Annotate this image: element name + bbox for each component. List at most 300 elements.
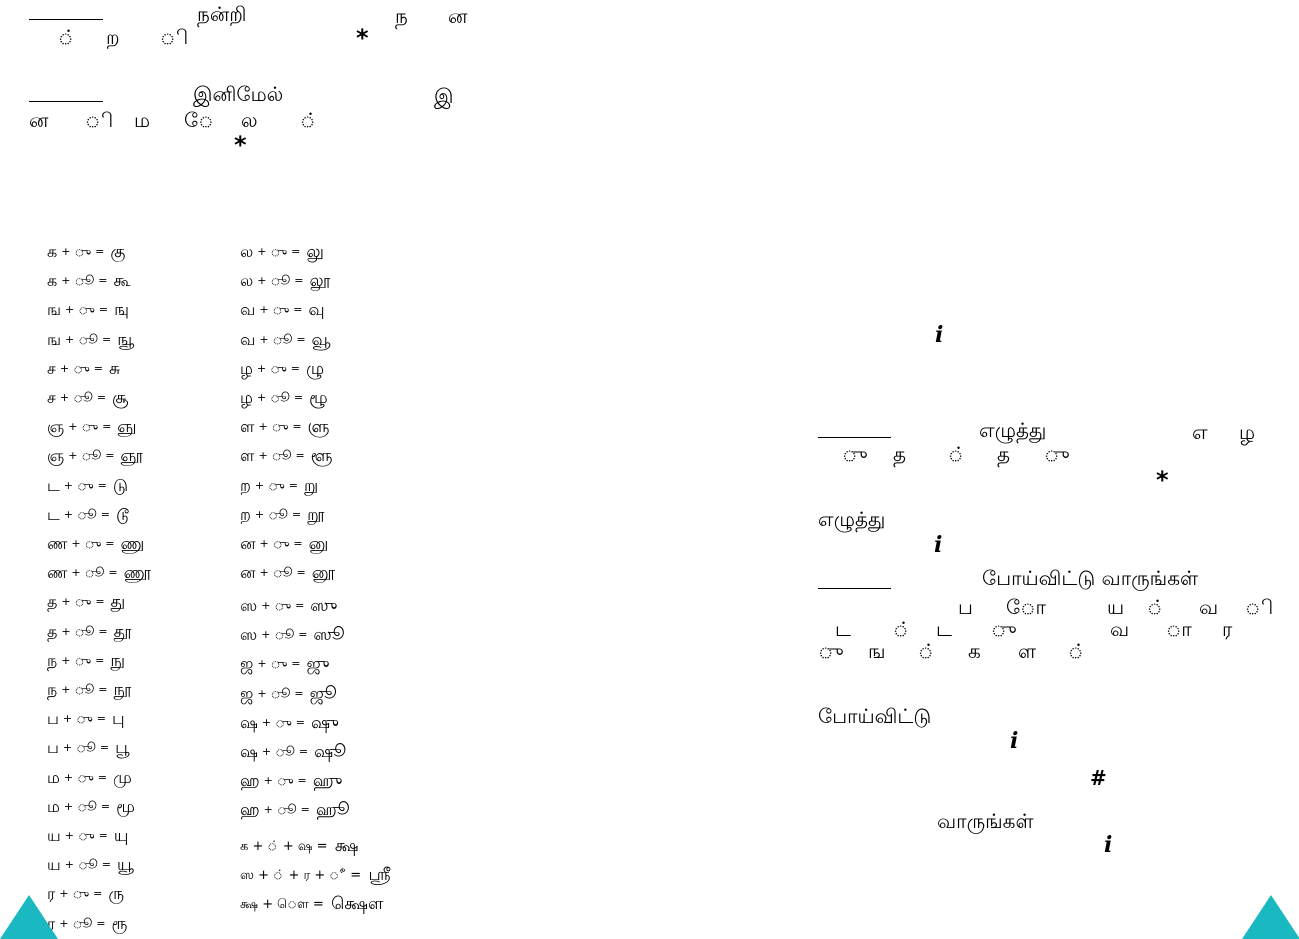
vowel-sign: ◌ூ	[74, 624, 95, 640]
equals-sign: =	[291, 657, 301, 671]
table-row	[47, 647, 151, 676]
blank-underline	[29, 19, 103, 20]
example-word: இனிமேல்	[193, 82, 284, 106]
table-row	[240, 559, 335, 588]
combined-letter: லூ	[309, 271, 331, 292]
base-letter: ஞ	[47, 446, 65, 466]
table-row	[47, 442, 151, 471]
glyph: ்	[1068, 639, 1086, 663]
vowel-sign: ◌ு	[74, 245, 92, 260]
equals-sign: =	[98, 624, 108, 638]
combined-letter: நூ	[113, 680, 132, 701]
glyph: ப	[958, 595, 973, 619]
combined-letter: கூ	[113, 271, 131, 292]
vowel-sign: ◌ூ	[276, 803, 297, 819]
glyph: ு	[1044, 442, 1070, 466]
combined-letter: ஸூ	[313, 625, 345, 646]
equals-sign: =	[96, 916, 106, 930]
table-row	[47, 267, 151, 296]
equals-sign: =	[108, 566, 118, 580]
star-symbol: *	[234, 131, 247, 159]
equals-sign: =	[295, 449, 305, 463]
plus-sign: +	[61, 624, 71, 638]
base-letter: ங	[47, 300, 62, 320]
glyph: ர	[1222, 617, 1233, 641]
glyph: வ	[1110, 617, 1130, 641]
vowel-sign: ◌ூ	[84, 566, 105, 582]
table-row	[240, 709, 350, 738]
combined-letter: ஸு	[310, 596, 338, 616]
equals-sign: =	[295, 599, 305, 612]
table-row	[47, 296, 151, 325]
combined-letter: சு	[108, 358, 121, 379]
equals-sign: =	[292, 420, 302, 434]
vowel-sign: ◌ூ	[77, 858, 98, 874]
equals-sign: =	[102, 420, 112, 434]
base-letter: ச	[47, 358, 56, 378]
glyph: த	[997, 442, 1011, 466]
table-row	[240, 650, 350, 679]
plus-sign: +	[256, 391, 267, 405]
example-word: எழுத்து	[979, 418, 1047, 442]
combined-letter: ளு	[307, 417, 330, 438]
base-letter: ஸ	[240, 625, 258, 645]
equals-sign: =	[97, 478, 107, 492]
combined-letter: னு	[308, 534, 329, 555]
vowel-sign: ◌ு	[271, 420, 289, 436]
vowel-sign: ◌ு	[77, 770, 94, 786]
blank-underline	[818, 588, 891, 589]
combined-letter: ஞூ	[120, 446, 143, 467]
vowel-sign: ◌ு	[77, 829, 95, 845]
hash-symbol: #	[1090, 766, 1107, 790]
example-word: போய்விட்டு வாருங்கள்	[982, 566, 1199, 590]
vowel-sign: ◌ு	[81, 420, 99, 436]
equals-sign: =	[96, 712, 107, 726]
glyph: ு	[818, 639, 844, 663]
glyph: ்	[58, 25, 76, 49]
table-row	[47, 734, 151, 763]
equals-sign: =	[102, 332, 112, 346]
table-row	[240, 472, 335, 501]
plus-sign: +	[63, 507, 73, 521]
word-label: போய்விட்டு	[818, 704, 932, 728]
combined-letter: மு	[112, 767, 132, 788]
base-letter: ட	[47, 475, 60, 495]
combined-letter: பு	[112, 709, 125, 730]
vowel-sign: ◌ூ	[270, 274, 291, 290]
glyph: ு	[842, 442, 868, 466]
table-row	[240, 501, 335, 530]
vowel-sign: ◌ு	[76, 478, 94, 494]
base-letter: ஹ	[240, 800, 260, 820]
plus-sign: +	[263, 774, 273, 788]
plus-sign: +	[63, 799, 74, 813]
plus-sign: +	[61, 274, 71, 288]
table-row	[47, 793, 151, 822]
vowel-sign: ◌ு	[74, 653, 92, 669]
vowel-sign: ◌ூ	[271, 449, 292, 465]
plus-sign: +	[71, 566, 81, 580]
combined-letter: ஞு	[117, 417, 137, 438]
base-letter: ந	[47, 680, 58, 700]
plus-sign: +	[258, 420, 268, 434]
vowel-sign: ◌ூ	[268, 507, 288, 523]
table-row	[47, 472, 151, 501]
equals-sign: =	[98, 829, 108, 843]
vowel-sign: ◌ூ	[275, 745, 295, 761]
table-row	[47, 238, 151, 267]
vowel-sign: ◌ு	[76, 712, 93, 728]
table-row	[47, 413, 151, 442]
combined-letter: ழூ	[309, 388, 328, 409]
base-letter: த	[47, 621, 58, 641]
glyph: க	[968, 639, 981, 663]
plus-sign: +	[256, 361, 267, 375]
combined-letter: ஷு	[311, 712, 339, 733]
plus-sign: +	[261, 715, 272, 729]
vowel-sign: ◌ு	[275, 715, 292, 731]
equals-sign: =	[105, 537, 115, 551]
plus-sign: +	[63, 770, 74, 784]
combined-letter: மூ	[116, 796, 135, 817]
combined-letter: தூ	[113, 621, 132, 642]
base-letter: ள	[240, 446, 255, 466]
plus-sign: +	[259, 566, 269, 580]
combined-letter: றூ	[307, 504, 325, 525]
plus-sign: +	[71, 537, 81, 551]
combined-letter: டூ	[115, 504, 129, 525]
plus-sign: +	[263, 803, 273, 817]
equals-sign: =	[105, 449, 115, 463]
glyph: ள	[1018, 639, 1037, 663]
table-row	[47, 530, 151, 559]
glyph: த	[893, 442, 907, 466]
glyph: ்	[300, 108, 318, 132]
base-letter: க	[47, 242, 58, 261]
equals-sign: =	[98, 274, 108, 288]
combined-letter: ஜு	[306, 654, 330, 675]
plus-sign: +	[65, 332, 75, 346]
glyph: ன	[448, 4, 468, 28]
base-letter: ழ	[240, 388, 253, 408]
equals-sign: =	[98, 683, 108, 697]
word-label: வாருங்கள்	[937, 809, 1034, 833]
table-row	[47, 501, 151, 530]
plus-sign: +	[258, 449, 268, 463]
combined-letter: யூ	[116, 855, 134, 876]
combined-letter: ஸ்ரீ	[363, 865, 391, 886]
equals-sign: =	[300, 803, 310, 817]
table-row	[240, 592, 350, 621]
plus-sign: +	[63, 478, 73, 492]
equals-sign: =	[293, 391, 304, 405]
star-symbol: *	[356, 24, 369, 52]
vowel-sign: ◌ூ	[74, 274, 95, 290]
base-letter: ம	[47, 767, 60, 787]
table-row	[240, 738, 350, 767]
equals-sign: =	[297, 774, 307, 788]
combined-letter: ணூ	[123, 563, 151, 584]
combined-letter: று	[304, 475, 319, 496]
vowel-sign: ◌ு	[270, 657, 288, 673]
plus-sign: +	[254, 478, 265, 492]
glyph: எ	[1192, 420, 1208, 444]
plus-sign: +	[259, 537, 269, 551]
base-letter: ஷ	[240, 742, 258, 762]
vowel-sign: ◌ூ	[270, 686, 291, 702]
table-row	[47, 851, 151, 880]
base-letter: ர	[47, 884, 56, 904]
star-symbol: *	[1156, 466, 1169, 494]
table-row	[240, 796, 350, 825]
info-icon: i	[1104, 832, 1113, 858]
ligature-table	[240, 832, 391, 920]
vowel-sign: ◌ு	[78, 303, 95, 319]
base-letter: ம	[47, 796, 60, 816]
combined-letter: து	[110, 592, 126, 613]
combined-letter: யு	[113, 826, 129, 847]
table-row	[240, 413, 335, 442]
table-row	[47, 384, 151, 413]
vowel-sign: ◌ு	[274, 599, 292, 614]
table-row	[47, 559, 151, 588]
ligature-expression: க + ் + ஷ =	[240, 839, 328, 854]
plus-sign: +	[257, 274, 267, 288]
combined-letter: னூ	[311, 563, 336, 584]
equals-sign: =	[294, 274, 304, 288]
vowel-sign: ◌ு	[72, 887, 90, 903]
base-letter: ஞ	[47, 417, 65, 437]
glyph: ட	[936, 617, 952, 641]
plus-sign: +	[65, 303, 75, 317]
combined-letter: ஹூ	[315, 800, 350, 821]
vowel-sign: ◌ு	[268, 478, 285, 494]
page-turn-triangle-left[interactable]	[0, 895, 58, 939]
blank-underline	[818, 437, 891, 438]
equals-sign: =	[298, 745, 309, 759]
vowel-sign: ◌ூ	[73, 391, 93, 407]
equals-sign: =	[298, 628, 308, 642]
table-row	[240, 890, 391, 919]
base-letter: ன	[240, 563, 256, 583]
page-turn-triangle-right[interactable]	[1242, 895, 1299, 939]
info-icon: i	[934, 532, 943, 558]
word-label: எழுத்து	[818, 507, 886, 531]
base-letter: ந	[47, 650, 58, 670]
base-letter: ல	[240, 242, 254, 261]
base-letter: ப	[47, 738, 59, 758]
glyph: ி	[85, 108, 114, 132]
table-row	[47, 764, 151, 793]
equals-sign: =	[296, 332, 306, 346]
table-row	[240, 861, 391, 890]
vowel-sign-table-column-1	[47, 238, 151, 939]
table-row	[240, 832, 391, 861]
table-row	[47, 822, 151, 851]
plus-sign: +	[61, 245, 71, 258]
base-letter: த	[47, 592, 58, 612]
base-letter: ங	[47, 329, 62, 349]
combined-letter: ரு	[108, 884, 125, 905]
plus-sign: +	[261, 745, 272, 759]
glyph: வ	[1199, 595, 1219, 619]
glyph: ய	[1107, 595, 1125, 619]
table-row	[240, 267, 335, 296]
base-letter: ழ	[240, 358, 253, 378]
plus-sign: +	[59, 916, 69, 930]
equals-sign: =	[290, 361, 300, 375]
equals-sign: =	[96, 391, 107, 405]
equals-sign: =	[95, 653, 105, 667]
base-letter: ய	[47, 855, 61, 875]
plus-sign: +	[64, 858, 74, 872]
glyph: ங	[868, 639, 886, 663]
plus-sign: +	[62, 712, 73, 726]
equals-sign: =	[97, 770, 107, 784]
blank-underline	[29, 101, 103, 102]
equals-sign: =	[100, 507, 110, 521]
plus-sign: +	[257, 245, 267, 258]
plus-sign: +	[68, 420, 78, 434]
plus-sign: +	[68, 449, 78, 463]
equals-sign: =	[295, 715, 306, 729]
combined-letter: ஜூ	[309, 683, 337, 704]
equals-sign: =	[101, 858, 111, 872]
base-letter: க	[47, 271, 58, 291]
base-letter: ன	[240, 534, 256, 554]
base-letter: ல	[240, 271, 254, 291]
vowel-sign: ◌ு	[84, 537, 102, 553]
base-letter: ஸ	[240, 596, 258, 615]
equals-sign: =	[95, 595, 105, 609]
ligature-expression: ஸ + ் + ர + ீ =	[240, 868, 362, 884]
table-row	[240, 326, 335, 355]
combined-letter: வு	[308, 300, 325, 321]
vowel-sign: ◌ு	[272, 537, 290, 553]
plus-sign: +	[59, 361, 70, 375]
vowel-sign-table-column-2-grantha	[240, 592, 350, 826]
table-row	[240, 384, 335, 413]
combined-letter: பூ	[115, 738, 130, 759]
base-letter: ஹ	[240, 771, 260, 791]
table-row	[47, 618, 151, 647]
table-row	[47, 588, 151, 617]
equals-sign: =	[293, 537, 303, 551]
plus-sign: +	[61, 683, 71, 697]
equals-sign: =	[294, 686, 304, 700]
vowel-sign: ◌ூ	[77, 799, 97, 815]
table-row	[240, 442, 335, 471]
base-letter: ர	[47, 913, 56, 933]
table-row	[240, 355, 335, 384]
example-word: நன்றி	[197, 2, 247, 26]
plus-sign: +	[62, 741, 73, 755]
table-row	[240, 680, 350, 709]
equals-sign: =	[291, 507, 302, 521]
equals-sign: =	[99, 741, 110, 755]
glyph: ோ	[1006, 595, 1046, 619]
vowel-sign: ◌ூ	[78, 332, 99, 348]
equals-sign: =	[296, 566, 306, 580]
glyph: ல	[241, 108, 258, 132]
table-row	[47, 910, 151, 939]
vowel-sign: ◌ு	[272, 303, 290, 319]
plus-sign: +	[59, 887, 69, 901]
base-letter: ண	[47, 534, 68, 554]
glyph: ்	[948, 442, 966, 466]
base-letter: வ	[240, 300, 256, 320]
vowel-sign: ◌ு	[276, 774, 294, 790]
equals-sign: =	[291, 245, 301, 258]
plus-sign: +	[61, 653, 71, 667]
plus-sign: +	[64, 829, 74, 843]
base-letter: ஜ	[240, 654, 254, 674]
vowel-sign: ◌ூ	[72, 916, 93, 932]
base-letter: ட	[47, 504, 60, 524]
info-icon: i	[935, 322, 944, 348]
base-letter: ற	[240, 504, 251, 524]
plus-sign: +	[59, 391, 70, 405]
equals-sign: =	[98, 303, 109, 317]
vowel-sign: ◌ூ	[74, 683, 95, 699]
plus-sign: +	[261, 628, 271, 642]
table-row	[47, 326, 151, 355]
combined-letter: லு	[306, 242, 324, 262]
plus-sign: +	[61, 595, 71, 609]
table-row	[240, 530, 335, 559]
base-letter: ண	[47, 563, 68, 583]
glyph: ந	[395, 4, 408, 28]
glyph: ட	[835, 617, 851, 641]
table-row	[240, 621, 350, 650]
table-row	[47, 355, 151, 384]
combined-letter: டு	[112, 475, 129, 496]
vowel-sign: ◌ூ	[76, 741, 96, 757]
glyph: ி	[160, 25, 189, 49]
table-row	[240, 767, 350, 796]
combined-letter: க்ஷௌ	[325, 894, 384, 915]
base-letter: ய	[47, 826, 61, 846]
glyph: ்	[1147, 595, 1165, 619]
base-letter: வ	[240, 329, 256, 349]
glyph: ன	[29, 108, 49, 132]
table-row	[240, 238, 335, 267]
plus-sign: +	[257, 686, 267, 700]
glyph: ி	[1245, 595, 1274, 619]
vowel-sign: ◌ூ	[272, 566, 293, 582]
glyph: ்	[893, 617, 911, 641]
equals-sign: =	[93, 887, 103, 901]
equals-sign: =	[288, 478, 298, 492]
plus-sign: +	[254, 507, 265, 521]
vowel-sign: ◌ூ	[272, 332, 293, 348]
vowel-sign: ◌ூ	[270, 391, 290, 407]
equals-sign: =	[293, 303, 303, 317]
base-letter: ப	[47, 709, 59, 729]
glyph: ழ	[1239, 420, 1256, 444]
combined-letter: வூ	[311, 329, 331, 350]
combined-letter: கு	[110, 242, 126, 262]
base-letter: ஷ	[240, 712, 258, 732]
base-letter: ஜ	[240, 683, 254, 703]
table-row	[47, 676, 151, 705]
combined-letter: ணு	[120, 534, 145, 555]
base-letter: ச	[47, 388, 56, 408]
glyph: ்	[918, 639, 936, 663]
glyph: ம	[134, 108, 151, 132]
equals-sign: =	[100, 799, 111, 813]
